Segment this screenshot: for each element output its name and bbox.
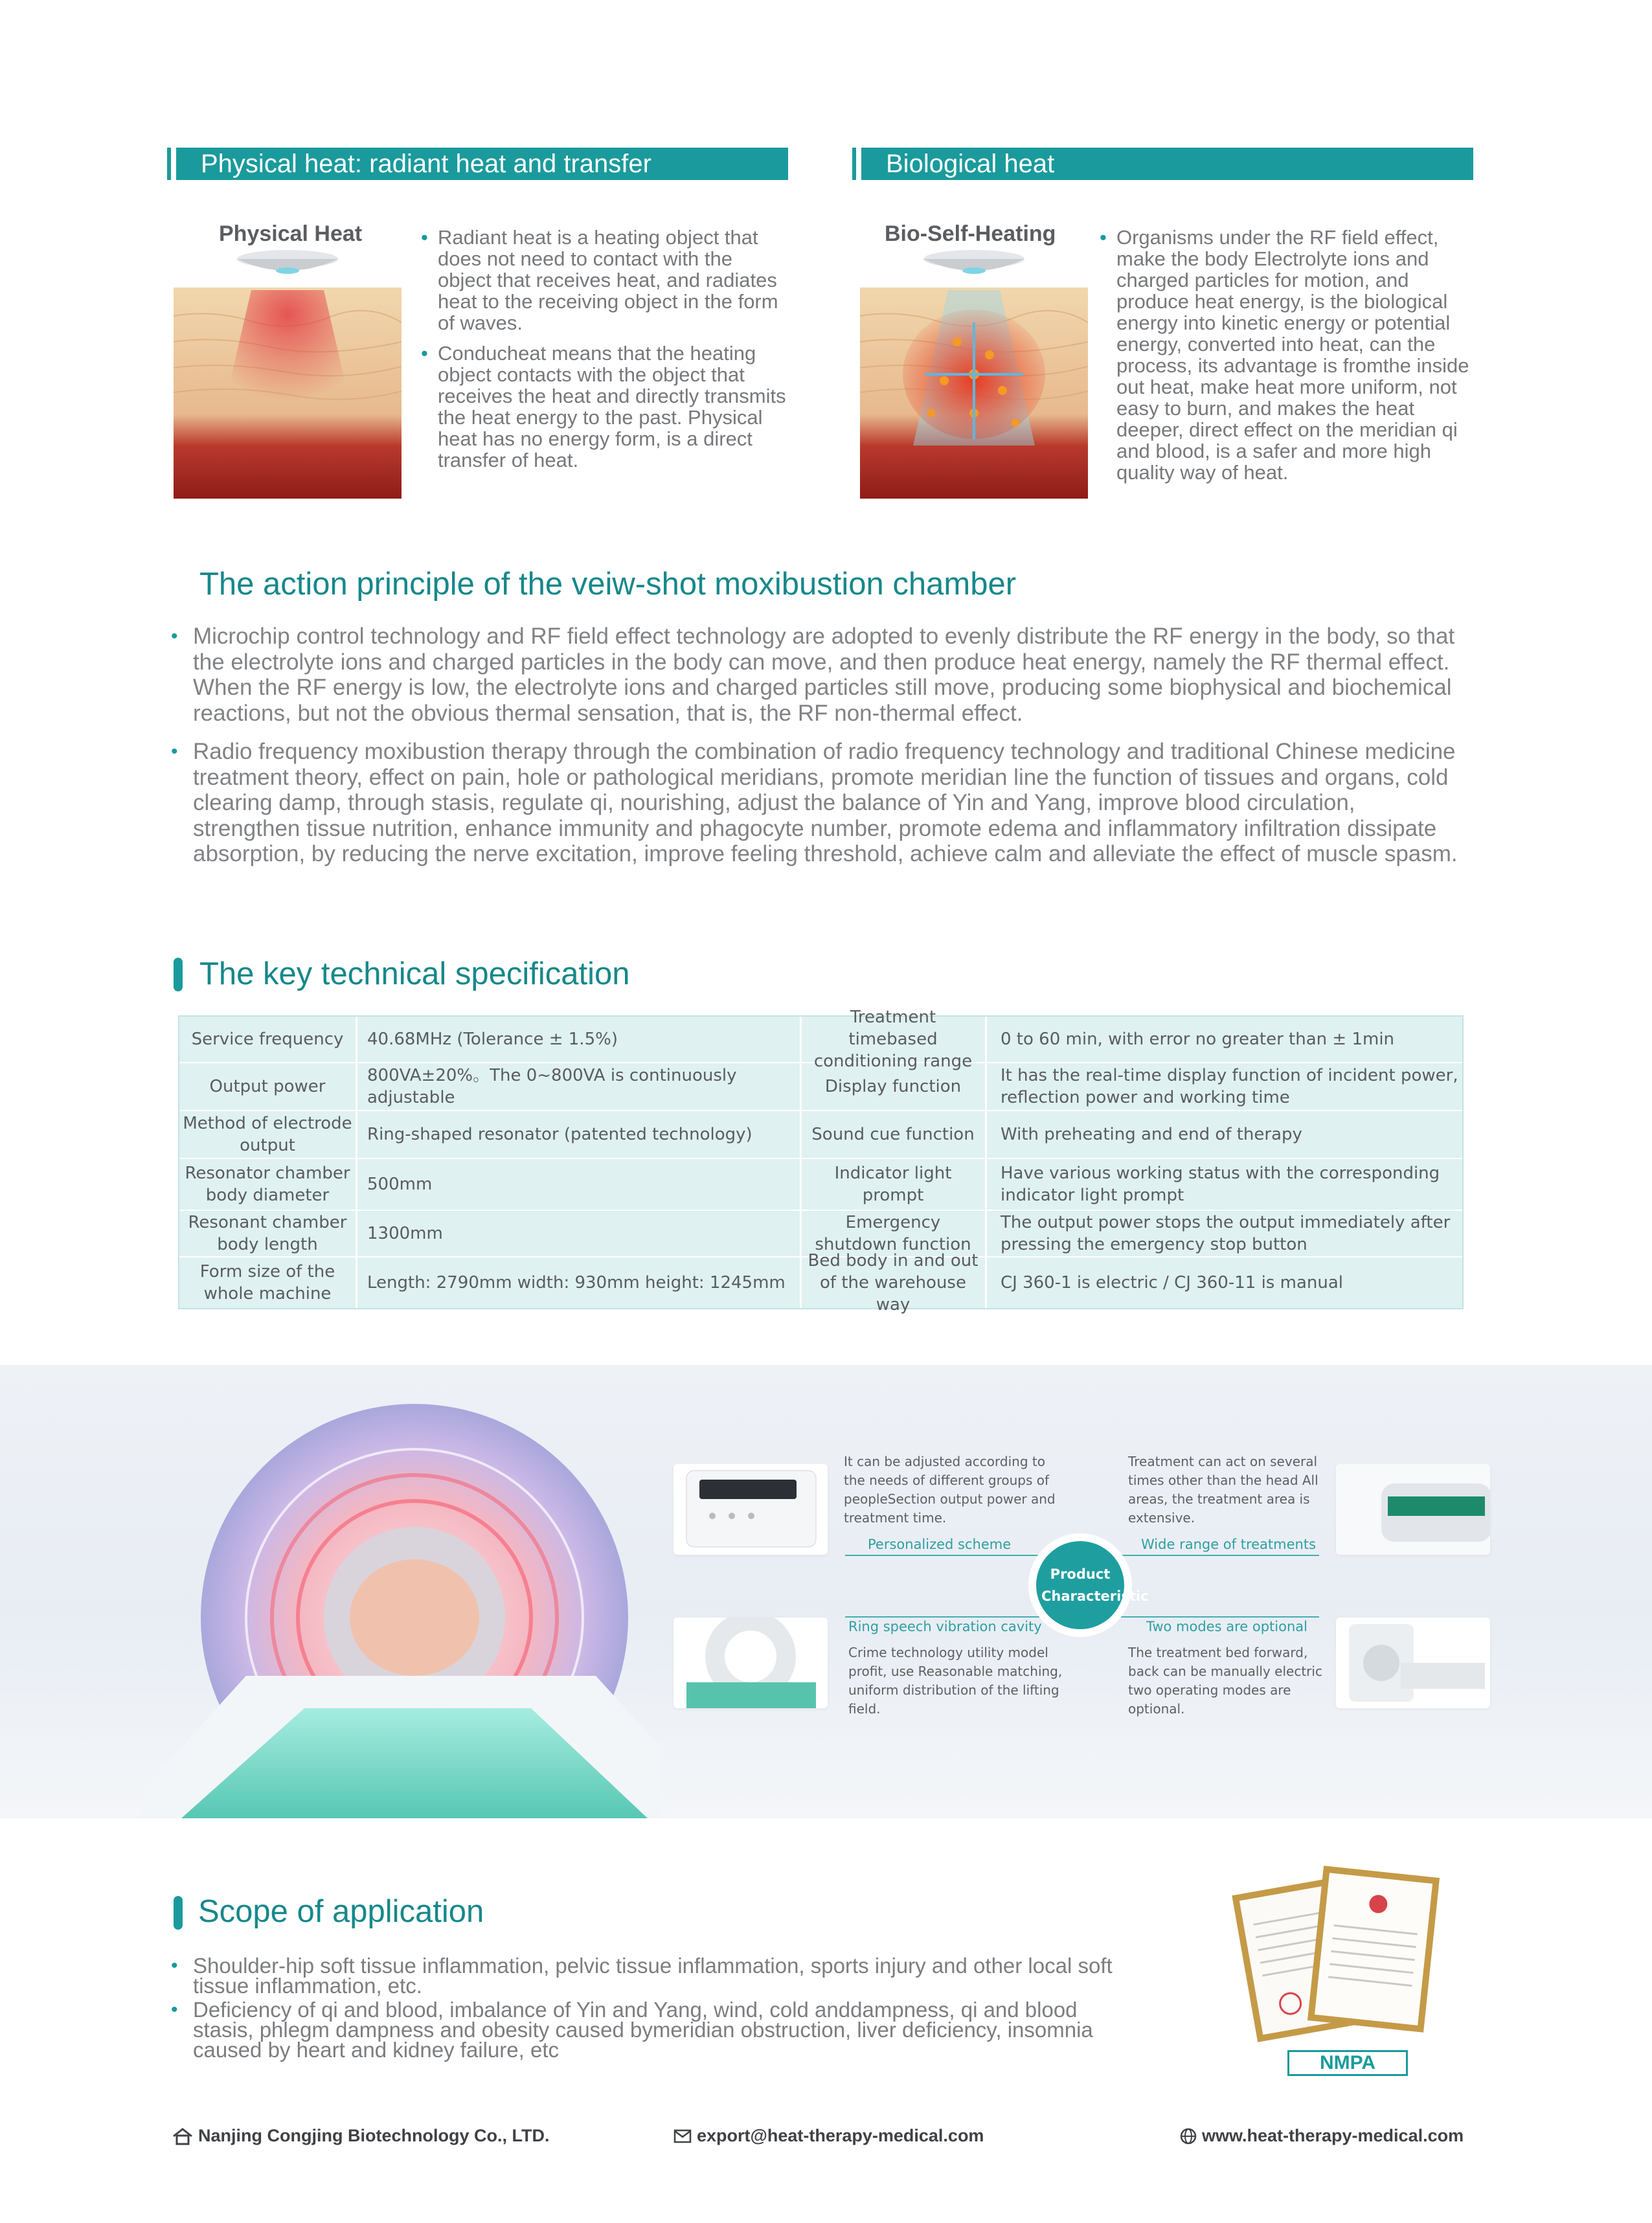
physical-heat-bullet-1: • Radiant heat is a heating object that does not need to contact with the object that receives heat, and radiates heat to the receiving object in the form of waves. xyxy=(421,227,790,333)
home-icon xyxy=(172,2127,193,2145)
spec-label: Output power xyxy=(209,1077,326,1096)
bed-detail-thumbnail xyxy=(1336,1464,1490,1555)
nmpa-label-text: NMPA xyxy=(1319,2052,1376,2073)
spec-value: 800VA±20%。The 0~800VA is continuously adjustable xyxy=(367,1066,737,1107)
product-feature-banner xyxy=(0,1365,1652,1818)
spec-row xyxy=(179,1159,1462,1211)
globe-icon xyxy=(1180,2128,1197,2145)
spec-label: Bed body in and out of the warehouse way xyxy=(808,1251,979,1315)
spec-value: 0 to 60 min, with error no greater than ± 1min xyxy=(1001,1030,1395,1049)
two-modes-label: Two modes are optional xyxy=(1146,1619,1307,1634)
footer-website[interactable] xyxy=(1180,2126,1464,2146)
spec-table xyxy=(178,1008,1464,1315)
spec-value: 40.68MHz (Tolerance ± 1.5%) xyxy=(367,1030,618,1049)
wide-range-label: Wide range of treatments xyxy=(1141,1537,1317,1552)
footer-company xyxy=(172,2126,549,2146)
physical-heat-banner-title: Physical heat: radiant heat and transfer xyxy=(201,150,651,178)
personalized-scheme-text: It can be adjusted according to the needs of different groups of peopleSection output power and treatment time. xyxy=(844,1454,1056,1526)
two-modes-line xyxy=(1109,1616,1319,1618)
biological-heat-banner xyxy=(861,148,1473,180)
wide-range-line xyxy=(1109,1555,1319,1556)
spec-row xyxy=(179,1008,1462,1071)
product-characteristic-badge xyxy=(1028,1533,1149,1637)
physical-heat-bullets xyxy=(421,227,790,480)
spec-value: Ring-shaped resonator (patented technology) xyxy=(367,1125,752,1144)
spec-value: Have various working status with the corresponding indicator light prompt xyxy=(1001,1164,1440,1205)
scope-title-bar xyxy=(174,1896,183,1930)
resonator-ring-thumbnail xyxy=(673,1618,828,1708)
spec-title: The key technical specification xyxy=(199,956,630,991)
scope-title: Scope of application xyxy=(198,1894,484,1929)
bio-heat-bullet-1: • Organisms under the RF field effect, make the body Electrolyte ions and charged particles for motion, and produce heat energy, is the biological energy into kinetic energy or potential energy, converted into heat, can the process, its advantage is fromthe inside out heat, make heat more uniform, not easy to burn, and makes the heat deeper, direct effect on the meridian qi and blood, is a safer and more high quality way of heat. xyxy=(1100,227,1482,483)
spec-label: Resonator chamber body diameter xyxy=(185,1164,350,1205)
principle-title: The action principle of the veiw-shot moxibustion chamber xyxy=(199,567,1017,602)
spec-label: Emergency shutdown function xyxy=(815,1213,971,1254)
ring-cavity-text: Crime technology utility model profit, use Reasonable matching, uniform distribution of the lifting field. xyxy=(848,1645,1063,1717)
ring-cavity-label: Ring speech vibration cavity xyxy=(848,1619,1042,1634)
spec-label: Method of electrode output xyxy=(183,1114,352,1155)
spec-row xyxy=(179,1063,1462,1111)
spec-label: Indicator light prompt xyxy=(834,1164,952,1205)
personalized-scheme-label: Personalized scheme xyxy=(868,1537,1012,1552)
biological-heat-banner-title: Biological heat xyxy=(886,150,1055,178)
spec-label: Sound cue function xyxy=(811,1125,975,1144)
product-characteristic-label: Product Characteristic xyxy=(1041,1566,1149,1604)
spec-label: Treatment timebased conditioning range xyxy=(813,1008,973,1071)
product-characteristic-circle xyxy=(1036,1541,1149,1629)
scope-list xyxy=(171,1956,1116,2073)
footer-email[interactable] xyxy=(673,2126,984,2146)
physical-heat-image-label: Physical Heat xyxy=(219,221,363,246)
wide-range-text: Treatment can act on several times other than the head All areas, the treatment area is extensive. xyxy=(1128,1454,1318,1526)
physical-heat-banner xyxy=(176,148,788,180)
personalized-scheme-line xyxy=(845,1555,1052,1556)
spec-value: Length: 2790mm width: 930mm height: 1245mm xyxy=(367,1273,786,1292)
company-name: Nanjing Congjing Biotechnology Co., LTD. xyxy=(198,2126,550,2145)
moxibustion-chamber-image xyxy=(142,1404,661,1818)
physical-heat-bullet-2: • Conducheat means that the heating object contacts with the object that receives the heat and directly transmits the heat energy to the past. Physical heat has no energy form, is a direct transfer of heat. xyxy=(421,343,790,471)
spec-value: CJ 360-1 is electric / CJ 360-11 is manual xyxy=(1001,1273,1343,1292)
spec-row xyxy=(179,1251,1462,1315)
bio-heat-illustration xyxy=(860,245,1088,499)
ring-cavity-line xyxy=(845,1616,1052,1618)
scope-item-1: • Shoulder-hip soft tissue inflammation, pelvic tissue inflammation, sports injury and other local soft tissue inflammation, etc. xyxy=(171,1956,1116,1996)
physical-heat-illustration xyxy=(174,245,402,499)
spec-row xyxy=(179,1111,1462,1159)
spec-value: 500mm xyxy=(367,1175,433,1194)
principle-item-1: • Microchip control technology and RF field effect technology are adopted to evenly distribute the RF energy in the body, so that the electrolyte ions and charged particles in the body can move, and then produce heat energy, namely the RF thermal effect. When the RF energy is low, the electrolyte ions and charged particles still move, producing some biophysical and biochemical reactions, but not the obvious thermal sensation, that is, the RF non-thermal effect. xyxy=(171,624,1466,726)
principle-list xyxy=(171,624,1466,880)
machine-thumbnail xyxy=(1336,1618,1490,1708)
spec-label: Resonant chamber body length xyxy=(188,1213,347,1254)
email-link[interactable]: export@heat-therapy-medical.com xyxy=(697,2126,984,2145)
spec-label: Form size of the whole machine xyxy=(199,1262,335,1303)
certificates-image xyxy=(1230,1858,1444,2053)
spec-value: With preheating and end of therapy xyxy=(1001,1125,1302,1144)
bio-heat-image-label: Bio-Self-Heating xyxy=(885,221,1056,246)
spec-label: Display function xyxy=(824,1077,962,1096)
mail-icon xyxy=(673,2129,692,2143)
website-link[interactable]: www.heat-therapy-medical.com xyxy=(1202,2126,1464,2145)
spec-value: The output power stops the output immediately after pressing the emergency stop button xyxy=(1001,1213,1451,1254)
spec-value: 1300mm xyxy=(367,1224,443,1243)
nmpa-label xyxy=(1287,2050,1408,2076)
two-modes-text: The treatment bed forward, back can be manually electric two operating modes are optional. xyxy=(1128,1645,1322,1717)
spec-value: It has the real-time display function of incident power, reflection power and working time xyxy=(1001,1066,1458,1107)
bio-heat-bullets xyxy=(1100,227,1482,492)
principle-item-2: • Radio frequency moxibustion therapy through the combination of radio frequency technology and traditional Chinese medicine treatment theory, effect on pain, hole or pathological meridians, promote meridian line the function of tissues and organs, cold clearing damp, through stasis, regulate qi, nourishing, adjust the balance of Yin and Yang, improve blood circulation, strengthen tissue nutrition, enhance immunity and phagocyte number, promote edema and inflammatory infiltration dissipate absorption, by reducing the nerve excitation, improve feeling threshold, achieve calm and alleviate the effect of muscle spasm. xyxy=(171,739,1466,867)
scope-item-2: • Deficiency of qi and blood, imbalance of Yin and Yang, wind, cold anddampness, qi and blood stasis, phlegm dampness and obesity caused bymeridian obstruction, liver deficiency, insomnia caused by heart and kidney failure, etc xyxy=(171,2000,1116,2060)
spec-label: Service frequency xyxy=(191,1030,344,1049)
spec-title-bar xyxy=(174,958,183,991)
control-panel-thumbnail xyxy=(673,1464,828,1555)
